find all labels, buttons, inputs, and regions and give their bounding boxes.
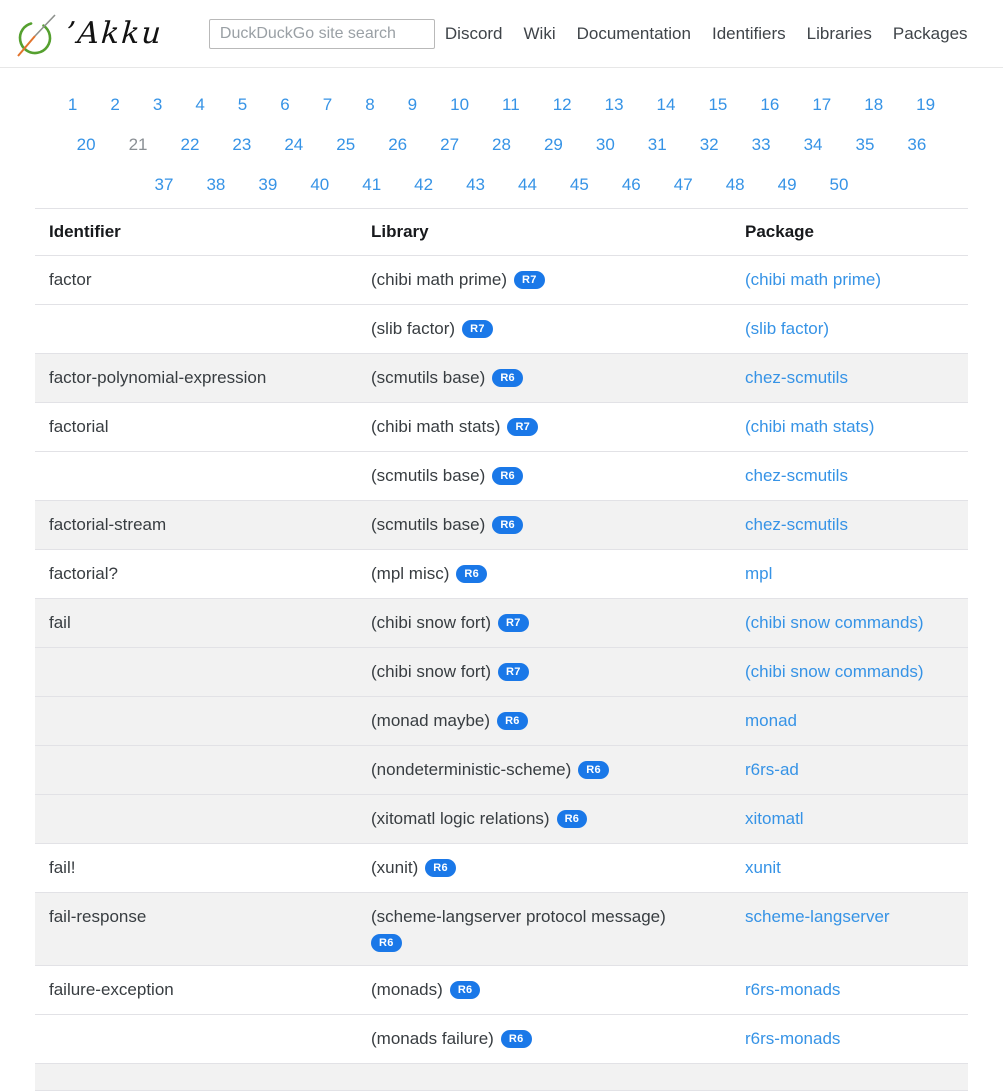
page-link-1[interactable]: 1 bbox=[67, 95, 78, 114]
nav-libraries[interactable]: Libraries bbox=[806, 23, 872, 43]
page-link-38[interactable]: 38 bbox=[206, 175, 226, 194]
page-link-14[interactable]: 14 bbox=[656, 95, 676, 114]
page-link-28[interactable]: 28 bbox=[492, 135, 511, 154]
library-cell bbox=[357, 452, 731, 500]
package-link[interactable]: r6rs-monads bbox=[745, 980, 841, 999]
package-link[interactable]: (chibi math stats) bbox=[745, 417, 875, 436]
library-name: (scmutils base) bbox=[371, 368, 486, 387]
package-link[interactable]: r6rs-ad bbox=[745, 760, 799, 779]
page-link-46[interactable]: 46 bbox=[621, 175, 641, 194]
identifier-cell bbox=[35, 305, 357, 353]
library-cell bbox=[357, 697, 731, 745]
page-link-37[interactable]: 37 bbox=[154, 175, 174, 194]
page-link-27[interactable]: 27 bbox=[440, 135, 460, 154]
library-name: (scheme-langserver protocol message) bbox=[371, 907, 666, 926]
site-header bbox=[0, 0, 1003, 68]
package-cell bbox=[731, 1064, 968, 1090]
package-cell bbox=[731, 550, 968, 598]
page-link-2[interactable]: 2 bbox=[110, 95, 120, 114]
page-link-33[interactable]: 33 bbox=[751, 135, 771, 154]
identifier-cell: factorial-stream bbox=[49, 515, 167, 534]
page-link-40[interactable]: 40 bbox=[310, 175, 330, 194]
page-link-13[interactable]: 13 bbox=[604, 95, 624, 114]
package-cell bbox=[731, 256, 968, 304]
page-link-20[interactable]: 20 bbox=[76, 135, 96, 154]
page-link-30[interactable]: 30 bbox=[595, 135, 615, 154]
scheme-version-badge: R6 bbox=[450, 981, 481, 999]
page-link-41[interactable]: 41 bbox=[362, 175, 382, 194]
package-link[interactable]: chez-scmutils bbox=[745, 515, 848, 534]
page-link-36[interactable]: 36 bbox=[907, 135, 927, 154]
pagination-row bbox=[0, 165, 1003, 205]
package-cell bbox=[731, 648, 968, 696]
library-cell bbox=[357, 354, 731, 402]
table-row bbox=[35, 501, 968, 550]
page-link-16[interactable]: 16 bbox=[760, 95, 780, 114]
table-row bbox=[35, 648, 968, 697]
scheme-version-badge: R7 bbox=[498, 614, 529, 632]
page-link-50[interactable]: 50 bbox=[829, 175, 849, 194]
scheme-version-badge: R6 bbox=[497, 712, 528, 730]
library-cell bbox=[357, 501, 731, 549]
identifier-cell: failure-exception bbox=[49, 980, 174, 999]
package-link[interactable]: chez-scmutils bbox=[745, 466, 848, 485]
page-current-21: 21 bbox=[128, 135, 148, 154]
column-header-library: Library bbox=[371, 222, 429, 241]
page-link-10[interactable]: 10 bbox=[450, 95, 470, 114]
table-row bbox=[35, 795, 968, 844]
page-link-9[interactable]: 9 bbox=[407, 95, 418, 114]
page-link-42[interactable]: 42 bbox=[414, 175, 434, 194]
library-cell bbox=[357, 1015, 731, 1063]
scheme-version-badge: R6 bbox=[492, 467, 523, 485]
nav-wiki[interactable]: Wiki bbox=[523, 23, 556, 43]
package-cell bbox=[731, 966, 968, 1014]
page-link-23[interactable]: 23 bbox=[232, 135, 252, 154]
package-cell bbox=[731, 452, 968, 500]
library-cell bbox=[357, 893, 731, 965]
package-link[interactable]: xitomatl bbox=[745, 809, 804, 828]
identifier-cell bbox=[35, 1064, 357, 1090]
identifier-cell: factorial bbox=[49, 417, 109, 436]
package-cell bbox=[731, 354, 968, 402]
library-name: (monads failure) bbox=[371, 1029, 494, 1048]
scheme-version-badge: R7 bbox=[498, 663, 529, 681]
page-link-25[interactable]: 25 bbox=[336, 135, 356, 154]
library-name: (scmutils base) bbox=[371, 515, 486, 534]
nav-discord[interactable]: Discord bbox=[444, 23, 503, 43]
library-name: (xunit) bbox=[371, 858, 419, 877]
library-name: (slib factor) bbox=[371, 319, 456, 338]
identifier-cell: fail! bbox=[49, 858, 76, 877]
page-link-45[interactable]: 45 bbox=[569, 175, 589, 194]
page-link-44[interactable]: 44 bbox=[518, 175, 537, 194]
library-name: (monads) bbox=[371, 980, 443, 999]
table-row bbox=[35, 550, 968, 599]
library-name: (scmutils base) bbox=[371, 466, 486, 485]
package-cell bbox=[731, 305, 968, 353]
package-link[interactable]: (chibi snow commands) bbox=[745, 662, 924, 681]
nav-documentation[interactable]: Documentation bbox=[576, 23, 691, 43]
package-link[interactable]: scheme-langserver bbox=[745, 907, 890, 926]
page-link-6[interactable]: 6 bbox=[280, 95, 290, 114]
site-search-input[interactable] bbox=[209, 19, 435, 49]
table-row bbox=[35, 697, 968, 746]
package-cell bbox=[731, 697, 968, 745]
pagination-row bbox=[0, 85, 1003, 125]
page-link-5[interactable]: 5 bbox=[237, 95, 248, 114]
main-nav bbox=[445, 24, 968, 44]
page-link-49[interactable]: 49 bbox=[777, 175, 797, 194]
scheme-version-badge: R7 bbox=[507, 418, 538, 436]
table-row bbox=[35, 746, 968, 795]
library-name: (chibi snow fort) bbox=[371, 662, 491, 681]
table-row bbox=[35, 1064, 968, 1091]
package-link[interactable]: mpl bbox=[745, 564, 773, 583]
page-link-34[interactable]: 34 bbox=[803, 135, 823, 154]
page-link-43[interactable]: 43 bbox=[466, 175, 485, 194]
library-cell bbox=[357, 844, 731, 892]
page-link-19[interactable]: 19 bbox=[916, 95, 936, 114]
page-link-3[interactable]: 3 bbox=[152, 95, 163, 114]
pagination bbox=[0, 68, 1003, 205]
table-body bbox=[35, 256, 968, 1091]
page-link-15[interactable]: 15 bbox=[708, 95, 728, 114]
library-cell bbox=[357, 1064, 731, 1090]
library-cell bbox=[357, 966, 731, 1014]
page-link-39[interactable]: 39 bbox=[258, 175, 278, 194]
package-cell bbox=[731, 746, 968, 794]
page-link-8[interactable]: 8 bbox=[365, 95, 375, 114]
page-link-17[interactable]: 17 bbox=[812, 95, 832, 114]
page-link-48[interactable]: 48 bbox=[725, 175, 745, 194]
library-name: (chibi math prime) bbox=[371, 270, 508, 289]
identifier-cell bbox=[35, 1015, 357, 1063]
column-header-identifier: Identifier bbox=[49, 222, 121, 241]
scheme-version-badge: R6 bbox=[492, 516, 523, 534]
identifier-cell: factorial? bbox=[49, 564, 118, 583]
page-link-31[interactable]: 31 bbox=[647, 135, 667, 154]
scheme-version-badge: R6 bbox=[425, 859, 456, 877]
scheme-version-badge: R6 bbox=[578, 761, 609, 779]
table-row bbox=[35, 599, 968, 648]
identifier-cell bbox=[35, 697, 357, 745]
logo-link[interactable] bbox=[8, 6, 163, 62]
library-name: (chibi math stats) bbox=[371, 417, 501, 436]
table-row bbox=[35, 256, 968, 305]
scheme-version-badge: R7 bbox=[462, 320, 493, 338]
library-name: (mpl misc) bbox=[371, 564, 450, 583]
identifier-cell bbox=[35, 795, 357, 843]
package-cell bbox=[731, 501, 968, 549]
package-cell bbox=[731, 795, 968, 843]
scheme-version-badge: R7 bbox=[514, 271, 545, 289]
scheme-version-badge: R6 bbox=[492, 369, 523, 387]
page-link-11[interactable]: 11 bbox=[502, 95, 520, 114]
page-link-22[interactable]: 22 bbox=[180, 135, 200, 154]
scheme-version-badge: R6 bbox=[371, 934, 402, 952]
package-link[interactable]: (slib factor) bbox=[745, 319, 830, 338]
table-row bbox=[35, 354, 968, 403]
nav-packages[interactable]: Packages bbox=[892, 23, 968, 43]
page-link-26[interactable]: 26 bbox=[388, 135, 408, 154]
identifier-cell: factor bbox=[49, 270, 92, 289]
scheme-version-badge: R6 bbox=[456, 565, 487, 583]
page-link-29[interactable]: 29 bbox=[543, 135, 563, 154]
scheme-version-badge: R6 bbox=[501, 1030, 532, 1048]
library-name: (chibi snow fort) bbox=[371, 613, 491, 632]
page-link-32[interactable]: 32 bbox=[699, 135, 719, 154]
table-row bbox=[35, 844, 968, 893]
table-row bbox=[35, 966, 968, 1015]
identifier-cell bbox=[35, 452, 357, 500]
scheme-version-badge: R6 bbox=[557, 810, 588, 828]
page-link-4[interactable]: 4 bbox=[195, 95, 205, 114]
table-row bbox=[35, 1015, 968, 1064]
library-cell bbox=[357, 403, 731, 451]
package-cell bbox=[731, 844, 968, 892]
table-row bbox=[35, 305, 968, 354]
package-cell bbox=[731, 403, 968, 451]
page-link-12[interactable]: 12 bbox=[552, 95, 572, 114]
library-cell bbox=[357, 305, 731, 353]
table-row bbox=[35, 403, 968, 452]
page-link-7[interactable]: 7 bbox=[322, 95, 333, 114]
identifier-cell: fail bbox=[49, 613, 71, 632]
identifier-cell bbox=[35, 746, 357, 794]
package-link[interactable]: xunit bbox=[745, 858, 781, 877]
package-cell bbox=[731, 1015, 968, 1063]
column-header-package: Package bbox=[745, 222, 814, 241]
identifier-cell: fail-response bbox=[49, 907, 147, 926]
package-link[interactable]: r6rs-monads bbox=[745, 1029, 841, 1048]
library-cell bbox=[357, 256, 731, 304]
identifier-cell: factor-polynomial-expression bbox=[49, 368, 267, 387]
table-row bbox=[35, 452, 968, 501]
library-cell bbox=[357, 599, 731, 647]
library-cell bbox=[357, 795, 731, 843]
package-link[interactable]: (chibi snow commands) bbox=[745, 613, 924, 632]
gooseberry-logo-icon bbox=[8, 6, 64, 62]
page-link-47[interactable]: 47 bbox=[673, 175, 693, 194]
package-cell bbox=[731, 893, 968, 965]
library-name: (monad maybe) bbox=[371, 711, 491, 730]
table-row bbox=[35, 893, 968, 966]
table-header-row bbox=[35, 209, 968, 256]
package-cell bbox=[731, 599, 968, 647]
library-name: (nondeterministic-scheme) bbox=[371, 760, 572, 779]
library-cell bbox=[357, 550, 731, 598]
pagination-row bbox=[0, 125, 1003, 165]
package-link[interactable]: (chibi math prime) bbox=[745, 270, 882, 289]
page-link-35[interactable]: 35 bbox=[855, 135, 875, 154]
logo-text: ’Akku bbox=[64, 16, 165, 51]
package-link[interactable]: chez-scmutils bbox=[745, 368, 848, 387]
identifier-cell bbox=[35, 648, 357, 696]
package-link[interactable]: monad bbox=[745, 711, 797, 730]
library-name: (xitomatl logic relations) bbox=[371, 809, 550, 828]
identifier-table bbox=[35, 208, 968, 1091]
library-cell bbox=[357, 648, 731, 696]
page-link-18[interactable]: 18 bbox=[864, 95, 884, 114]
page-link-24[interactable]: 24 bbox=[284, 135, 304, 154]
library-cell bbox=[357, 746, 731, 794]
nav-identifiers[interactable]: Identifiers bbox=[711, 23, 786, 43]
